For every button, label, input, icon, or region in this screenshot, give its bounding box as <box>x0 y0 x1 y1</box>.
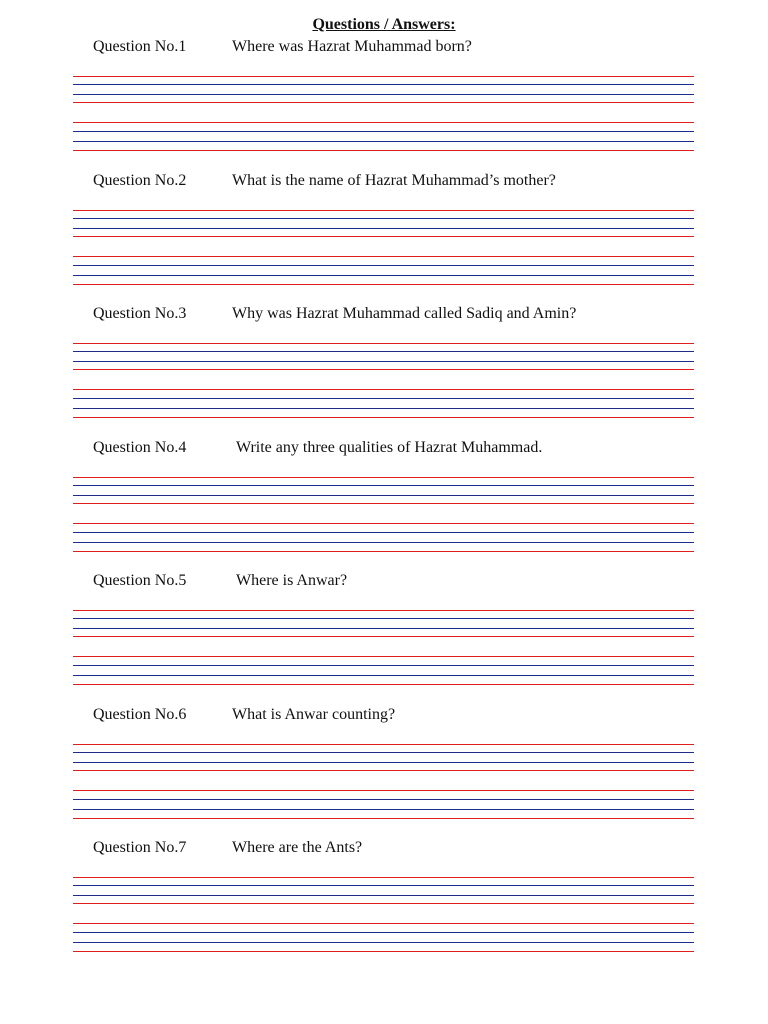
answer-line-red <box>73 122 694 123</box>
answer-line-blue <box>73 542 694 543</box>
answer-line-blue <box>73 275 694 276</box>
answer-line-blue <box>73 895 694 896</box>
question-number: Question No.4 <box>93 439 187 456</box>
question-block <box>0 706 768 840</box>
question-block <box>0 839 768 973</box>
answer-line-blue <box>73 675 694 676</box>
answer-line-blue <box>73 752 694 753</box>
answer-line-red <box>73 210 694 211</box>
answer-line-blue <box>73 398 694 399</box>
question-text: Where was Hazrat Muhammad born? <box>232 38 472 55</box>
answer-line-red <box>73 790 694 791</box>
question-line <box>93 305 576 323</box>
answer-line-red <box>73 523 694 524</box>
answer-line-blue <box>73 628 694 629</box>
answer-line-red <box>73 610 694 611</box>
answer-line-red <box>73 923 694 924</box>
question-block <box>0 38 768 172</box>
answer-line-red <box>73 417 694 418</box>
answer-line-blue <box>73 351 694 352</box>
page-title: Questions / Answers: <box>312 16 456 33</box>
answer-line-blue <box>73 228 694 229</box>
answer-line-red <box>73 343 694 344</box>
answer-line-blue <box>73 361 694 362</box>
answer-line-red <box>73 503 694 504</box>
question-number: Question No.3 <box>93 305 187 322</box>
question-block <box>0 439 768 573</box>
answer-line-blue <box>73 799 694 800</box>
question-text: Where are the Ants? <box>232 839 363 856</box>
answer-line-red <box>73 818 694 819</box>
answer-line-blue <box>73 84 694 85</box>
answer-line-blue <box>73 218 694 219</box>
answer-line-blue <box>73 495 694 496</box>
question-number: Question No.1 <box>93 38 187 55</box>
answer-line-red <box>73 744 694 745</box>
question-block <box>0 172 768 306</box>
answer-line-blue <box>73 408 694 409</box>
question-block <box>0 305 768 439</box>
answer-line-blue <box>73 485 694 486</box>
answer-line-blue <box>73 131 694 132</box>
answer-line-red <box>73 236 694 237</box>
question-number: Question No.6 <box>93 706 187 723</box>
answer-line-red <box>73 903 694 904</box>
answer-line-blue <box>73 618 694 619</box>
question-text: Write any three qualities of Hazrat Muhammad. <box>236 439 543 456</box>
answer-line-blue <box>73 141 694 142</box>
question-line <box>93 38 472 56</box>
question-number: Question No.5 <box>93 572 187 589</box>
answer-line-blue <box>73 942 694 943</box>
question-text: Why was Hazrat Muhammad called Sadiq and Amin? <box>232 305 577 322</box>
question-line <box>93 172 556 190</box>
question-block <box>0 572 768 706</box>
question-text: Where is Anwar? <box>236 572 348 589</box>
question-number: Question No.7 <box>93 839 187 856</box>
answer-line-red <box>73 636 694 637</box>
answer-line-blue <box>73 762 694 763</box>
answer-line-red <box>73 284 694 285</box>
answer-line-blue <box>73 809 694 810</box>
question-line <box>93 572 347 590</box>
answer-line-blue <box>73 94 694 95</box>
answer-line-red <box>73 770 694 771</box>
answer-line-red <box>73 477 694 478</box>
answer-line-red <box>73 877 694 878</box>
question-line <box>93 706 395 724</box>
answer-line-blue <box>73 532 694 533</box>
answer-line-blue <box>73 885 694 886</box>
answer-line-red <box>73 951 694 952</box>
answer-line-red <box>73 684 694 685</box>
answer-line-red <box>73 76 694 77</box>
question-text: What is the name of Hazrat Muhammad’s mother? <box>232 172 556 189</box>
answer-line-blue <box>73 665 694 666</box>
question-number: Question No.2 <box>93 172 187 189</box>
answer-line-blue <box>73 932 694 933</box>
answer-line-red <box>73 369 694 370</box>
answer-line-blue <box>73 265 694 266</box>
answer-line-red <box>73 150 694 151</box>
answer-line-red <box>73 656 694 657</box>
question-line <box>93 839 362 857</box>
answer-line-red <box>73 389 694 390</box>
answer-line-red <box>73 551 694 552</box>
answer-line-red <box>73 256 694 257</box>
question-text: What is Anwar counting? <box>232 706 396 723</box>
answer-line-red <box>73 102 694 103</box>
question-line <box>93 439 542 457</box>
